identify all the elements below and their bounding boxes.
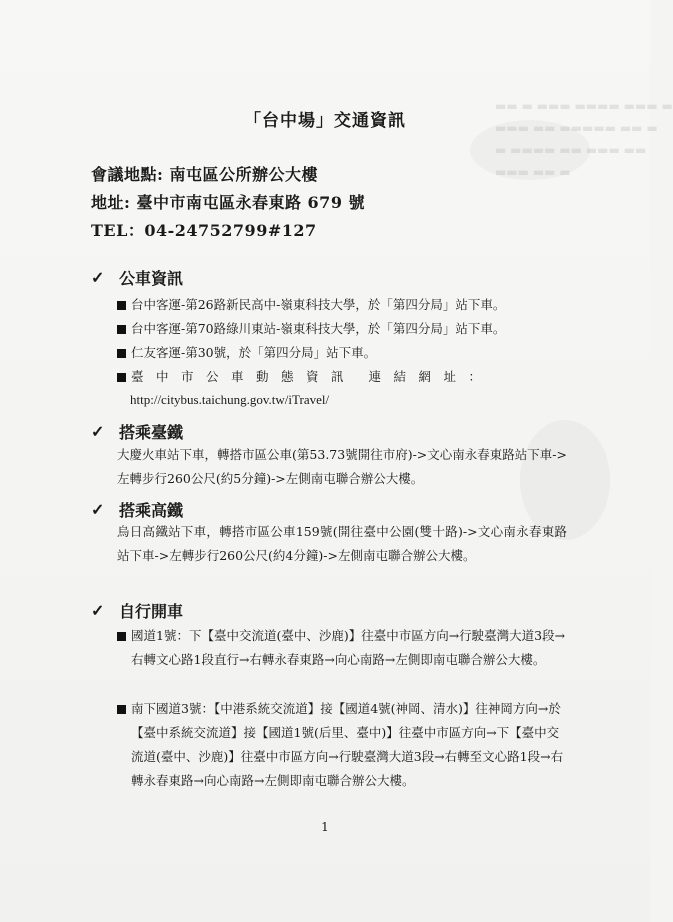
hsr-section-heading [91,498,183,521]
rail-directions: 大慶火車站下車，轉搭市區公車(第53.73號開往市府)->文心南永春東路站下車->左轉步行260公尺(約5分鐘)->左側南屯聯合辦公大樓。 [117,447,567,486]
drive-section-heading [91,599,183,622]
bus-heading-label: 公車資訊 [119,269,184,288]
list-item [117,365,567,389]
checkmark-icon: ✓ [91,601,105,620]
list-item [117,341,567,365]
square-bullet-icon [117,373,126,382]
bleed-through-text: ▬▬ ▬ ▬▬▬ ▬▬▬▬ ▬▬▬ ▬ [495,99,673,113]
drive-item-text: 南下國道3號：【中港系統交流道】接【國道4號(神岡、清水)】往神岡方向→於【臺中系統交流道】接【國道1號(后里、臺中)】往臺中市區方向→下【臺中交流道(臺中、沙鹿)】往臺中市區方向→行駛臺灣大道3段→右轉至文心路1段→右轉永春東路→向心南路→左側即南屯聯合辦公大樓。 [131,701,564,788]
page-title: 「台中場」交通資訊 [244,111,406,131]
checkmark-icon: ✓ [91,500,105,519]
citybus-link[interactable]: http://citybus.taichung.gov.tw/iTravel/ [130,392,330,407]
square-bullet-icon [117,705,126,714]
checkmark-icon: ✓ [91,422,105,441]
hsr-heading-label: 搭乘高鐵 [119,501,184,520]
bus-item-text: 仁友客運-第30號，於「第四分局」站下車。 [131,345,377,360]
square-bullet-icon [117,301,126,310]
checkmark-icon: ✓ [91,268,105,287]
bus-item-text: 台中客運-第70路綠川東站-嶺東科技大學，於「第四分局」站下車。 [131,321,506,336]
square-bullet-icon [117,325,126,334]
bleed-through-text: ▬▬▬ ▬▬ ▬▬▬▬▬ ▬▬ ▬ [495,121,658,135]
rail-heading-label: 搭乘臺鐵 [119,423,184,442]
list-item [117,293,567,317]
list-item [117,624,567,672]
list-item [117,317,567,341]
venue-tel: TEL：04-24752799#127 [91,221,317,240]
hsr-directions: 烏日高鐵站下車，轉搭市區公車159號(開往臺中公園(雙十路)->文心南永春東路站下車->左轉步行260公尺(約4分鐘)->左側南屯聯合辦公大樓。 [117,524,567,563]
rail-section-heading [91,420,183,443]
square-bullet-icon [117,632,126,641]
venue-location: 會議地點: 南屯區公所辦公大樓 [91,165,318,184]
venue-address: 地址: 臺中市南屯區永春東路 679 號 [91,193,366,212]
drive-item-text: 國道1號：下【臺中交流道(臺中、沙鹿)】往臺中市區方向→行駛臺灣大道3段→右轉文心路1段直行→右轉永春東路→向心南路→左側即南屯聯合辦公大樓。 [131,628,566,667]
drive-heading-label: 自行開車 [119,602,184,621]
bus-item-text: 臺 中 市 公 車 動 態 資 訊 連 結 網 址 ： [131,369,482,384]
bus-section-heading [91,266,183,289]
list-item [117,697,567,793]
square-bullet-icon [117,349,126,358]
page-number: 1 [321,820,329,834]
bus-item-text: 台中客運-第26路新民高中-嶺東科技大學，於「第四分局」站下車。 [131,297,506,312]
bleed-through-text: ▬ ▬▬▬▬ ▬▬ ▬▬▬ ▬▬ [495,143,647,157]
bleed-through-text: ▬▬▬ ▬▬ ▬ [495,165,571,179]
